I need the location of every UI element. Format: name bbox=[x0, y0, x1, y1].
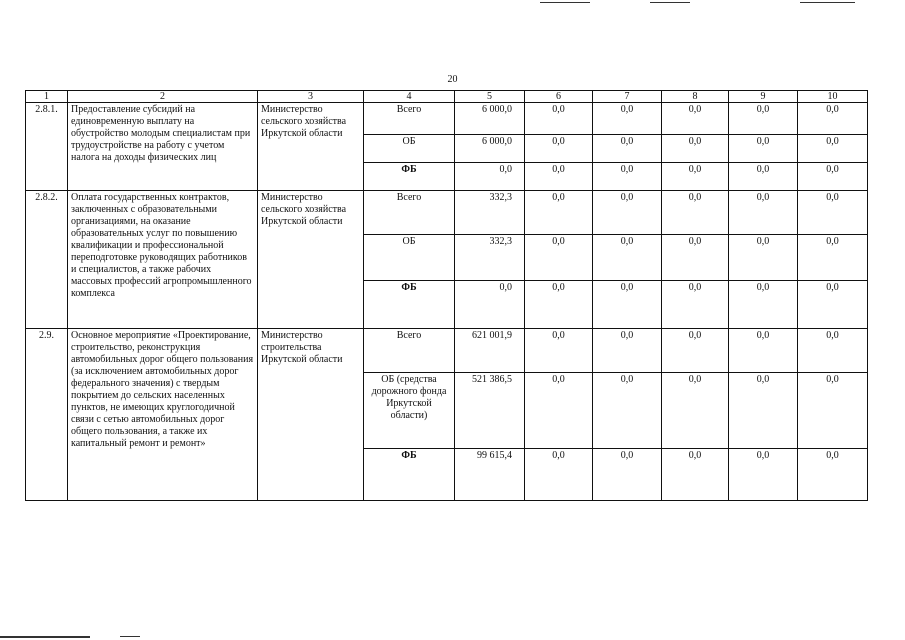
column-header: 3 bbox=[258, 91, 364, 103]
amount-col9: 0,0 bbox=[729, 329, 798, 373]
amount-total: 621 001,9 bbox=[455, 329, 525, 373]
amount-col6: 0,0 bbox=[525, 373, 593, 449]
item-description: Предоставление субсидий на единовременную выплату на обустройство молодым специалистам при трудоустройстве на работу с учетом налога на доходы физических лиц bbox=[68, 103, 258, 191]
amount-col9: 0,0 bbox=[729, 281, 798, 329]
amount-col6: 0,0 bbox=[525, 135, 593, 163]
amount-col6: 0,0 bbox=[525, 103, 593, 135]
column-header: 5 bbox=[455, 91, 525, 103]
amount-col10: 0,0 bbox=[798, 373, 868, 449]
item-code: 2.8.2. bbox=[26, 191, 68, 329]
table-row bbox=[26, 329, 868, 373]
amount-total: 0,0 bbox=[455, 281, 525, 329]
item-responsible: Министерство сельского хозяйства Иркутской области bbox=[258, 191, 364, 329]
budget-table bbox=[25, 90, 868, 501]
amount-total: 521 386,5 bbox=[455, 373, 525, 449]
amount-col8: 0,0 bbox=[662, 449, 729, 501]
amount-col7: 0,0 bbox=[593, 449, 662, 501]
item-code: 2.9. bbox=[26, 329, 68, 501]
scan-artifact-line bbox=[120, 636, 140, 637]
item-description: Основное мероприятие «Проектирование, строительство, реконструкция автомобильных дорог общего пользования (за исключением автомобильных дорог федерального значения) с твердым покрытием до сельских населенных пунктов, не имеющих круглогодичной связи с сетью автомобильных дорог общего пользования, а также их капитальный ремонт и ремонт» bbox=[68, 329, 258, 501]
header-row bbox=[26, 91, 868, 103]
column-header: 10 bbox=[798, 91, 868, 103]
amount-total: 6 000,0 bbox=[455, 135, 525, 163]
column-header: 9 bbox=[729, 91, 798, 103]
amount-col6: 0,0 bbox=[525, 329, 593, 373]
funding-source: ОБ bbox=[364, 235, 455, 281]
amount-col8: 0,0 bbox=[662, 329, 729, 373]
amount-total: 0,0 bbox=[455, 163, 525, 191]
funding-source: Всего bbox=[364, 103, 455, 135]
scan-artifact-line bbox=[650, 2, 690, 3]
scan-artifact-line bbox=[0, 636, 90, 638]
amount-col8: 0,0 bbox=[662, 163, 729, 191]
amount-col6: 0,0 bbox=[525, 191, 593, 235]
amount-col6: 0,0 bbox=[525, 163, 593, 191]
amount-col9: 0,0 bbox=[729, 373, 798, 449]
amount-total: 99 615,4 bbox=[455, 449, 525, 501]
amount-col10: 0,0 bbox=[798, 191, 868, 235]
funding-source: ОБ bbox=[364, 135, 455, 163]
table-row bbox=[26, 191, 868, 235]
funding-source: Всего bbox=[364, 191, 455, 235]
amount-col10: 0,0 bbox=[798, 281, 868, 329]
amount-col8: 0,0 bbox=[662, 135, 729, 163]
column-header: 2 bbox=[68, 91, 258, 103]
amount-col7: 0,0 bbox=[593, 103, 662, 135]
column-header: 7 bbox=[593, 91, 662, 103]
column-header: 6 bbox=[525, 91, 593, 103]
page-number: 20 bbox=[447, 74, 458, 85]
amount-col10: 0,0 bbox=[798, 135, 868, 163]
item-responsible: Министерство сельского хозяйства Иркутской области bbox=[258, 103, 364, 191]
amount-col7: 0,0 bbox=[593, 163, 662, 191]
scan-artifact-line bbox=[540, 2, 590, 3]
funding-source: ФБ bbox=[364, 449, 455, 501]
column-header: 4 bbox=[364, 91, 455, 103]
amount-col9: 0,0 bbox=[729, 135, 798, 163]
amount-col9: 0,0 bbox=[729, 103, 798, 135]
amount-total: 6 000,0 bbox=[455, 103, 525, 135]
funding-source: ОБ (средства дорожного фонда Иркутской области) bbox=[364, 373, 455, 449]
funding-source: Всего bbox=[364, 329, 455, 373]
amount-col8: 0,0 bbox=[662, 373, 729, 449]
funding-source: ФБ bbox=[364, 163, 455, 191]
scan-artifact-line bbox=[800, 2, 855, 3]
column-header: 1 bbox=[26, 91, 68, 103]
amount-col9: 0,0 bbox=[729, 449, 798, 501]
amount-col9: 0,0 bbox=[729, 163, 798, 191]
funding-source: ФБ bbox=[364, 281, 455, 329]
amount-col10: 0,0 bbox=[798, 449, 868, 501]
amount-col6: 0,0 bbox=[525, 235, 593, 281]
amount-col7: 0,0 bbox=[593, 235, 662, 281]
item-code: 2.8.1. bbox=[26, 103, 68, 191]
amount-col7: 0,0 bbox=[593, 135, 662, 163]
amount-col6: 0,0 bbox=[525, 449, 593, 501]
amount-col10: 0,0 bbox=[798, 103, 868, 135]
amount-col10: 0,0 bbox=[798, 235, 868, 281]
amount-col8: 0,0 bbox=[662, 191, 729, 235]
amount-col7: 0,0 bbox=[593, 281, 662, 329]
amount-col7: 0,0 bbox=[593, 191, 662, 235]
amount-col8: 0,0 bbox=[662, 103, 729, 135]
amount-col9: 0,0 bbox=[729, 235, 798, 281]
amount-col7: 0,0 bbox=[593, 373, 662, 449]
column-header: 8 bbox=[662, 91, 729, 103]
amount-col10: 0,0 bbox=[798, 329, 868, 373]
amount-col9: 0,0 bbox=[729, 191, 798, 235]
amount-col7: 0,0 bbox=[593, 329, 662, 373]
amount-col8: 0,0 bbox=[662, 235, 729, 281]
amount-total: 332,3 bbox=[455, 235, 525, 281]
item-description: Оплата государственных контрактов, заключенных с образовательными организациями, на оказание образовательных услуг по повышению квалификации и профессиональной переподготовке руководящих работников и специалистов, а также рабочих массовых профессий агропромышленного комплекса bbox=[68, 191, 258, 329]
table-row bbox=[26, 103, 868, 135]
amount-col6: 0,0 bbox=[525, 281, 593, 329]
amount-col8: 0,0 bbox=[662, 281, 729, 329]
item-responsible: Министерство строительства Иркутской области bbox=[258, 329, 364, 501]
amount-col10: 0,0 bbox=[798, 163, 868, 191]
amount-total: 332,3 bbox=[455, 191, 525, 235]
